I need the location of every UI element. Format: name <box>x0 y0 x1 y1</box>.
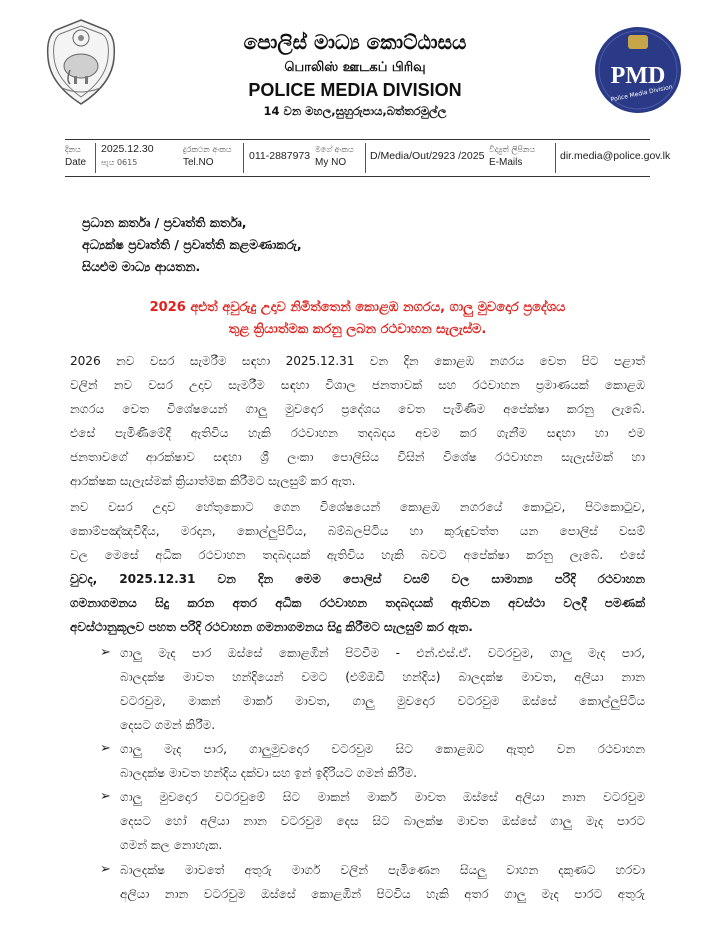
email-value[interactable]: dir.media@police.gov.lk <box>560 150 671 162</box>
division-title-english: POLICE MEDIA DIVISION <box>248 80 462 100</box>
bullet-line: අලියා නාන වටරවුම ඔස්සේ කොළඹින් පිටවිය හැකි අතර ගාලු මැද පාරට අතුරු <box>120 887 645 901</box>
paragraph-line: වුවද, 2025.12.31 වන දින මෙම පොලිස් වසම් වල සාමාන්‍ය පරිදි රථවාහන <box>70 572 645 586</box>
pmd-logo-text: PMD <box>610 63 666 89</box>
paragraph-line: ජනතාවගේ ආරක්ෂාව සඳහා ශ්‍රී ලංකා පොලිසිය විසින් විශේෂ රථවාහන සැලැස්මක් හා <box>70 450 645 464</box>
division-address: 14 වන මහල,සුහුරුපාය,බත්තරමුල්ල <box>263 104 447 118</box>
pmd-logo <box>590 25 686 115</box>
arrow-bullet-icon: ➢ <box>100 789 111 804</box>
arrow-bullet-icon: ➢ <box>100 862 111 877</box>
paragraph-line: වල මෙසේ අධික රථවාහන තදබදයක් ඇතිවිය හැකි බවට අපේක්ෂා කරනු ලැබේ. එසේ <box>70 548 645 562</box>
bullet-line: දෙසට හෝ අලියා නාන වටරවුම දෙස සිට බාලක්ෂ මාවත ඔස්සේ ගාලු මැද පාරට <box>120 814 645 828</box>
addressee-list <box>82 212 302 278</box>
division-title-tamil: பொலிஸ் ஊடகப் பிரிவு <box>284 60 426 75</box>
date-label: දිනය Date <box>65 145 87 168</box>
division-title-sinhala: පොලිස් මාධ්‍ය කොට්ඨාසය <box>243 30 467 54</box>
bullet-line: ගාලු මැද පාර ඔස්සේ කොළඹින් පිටවීම - එන්.එස්.ඒ. වටරවුම, ගාලු මැද පාර, <box>120 646 645 660</box>
divider <box>555 143 556 173</box>
arrow-bullet-icon: ➢ <box>100 741 111 756</box>
paragraph-line: අවස්ථානුකූලව පහත පරිදි රථවාහන ගමනාගමනය සිදු කිරීමට සැලසුම් කර ඇත. <box>70 620 473 634</box>
paragraph-line: එසේ පැමිණීමේදී ඇතිවිය හැකි රථවාහන තදබදය අවම කර ගැනීම සඳහා හා එම <box>70 426 645 440</box>
my-no-value: D/Media/Out/2923 /2025 <box>370 150 485 162</box>
addressee-line: ප්‍රධාන කර්තෘ / ප්‍රවෘත්ති කර්තෘ, <box>82 215 247 230</box>
paragraph-line: 2026 නව වසර සැමරීම සඳහා 2025.12.31 වන දින කොළඹ නගරය වෙත පිට පළාත් <box>70 354 645 368</box>
bullet-line: බාලදක්ෂ මාවතේ අතුරු මාර්ග වලින් පැමිණෙන සියලු වාහන දකුණට හරවා <box>120 863 645 877</box>
bullet-line: ගමන් කල නොහැක. <box>120 838 223 852</box>
info-band <box>65 139 671 177</box>
arrow-bullet-icon: ➢ <box>100 645 111 660</box>
bullet-line: වටරවුම, මාකන් මාකර් මාවත, ගාලු මුවදොර වටරවුම ඔස්සේ කොල්ලුපිටිය <box>120 694 645 708</box>
bullet-line: බාලදක්ෂ මාවත හන්දිය දක්වා සහ ඉන් ඉදිරියට ගමන් කිරීම. <box>120 766 417 780</box>
paragraph-line: ආරක්ෂක සැලැස්මක් ක්‍රියාත්මක කිරීමට සැලසුම් කර ඇත. <box>70 474 356 488</box>
bullet-line: ගාලු මුවදොර වටරවුමේ සිට මාකන් මාකර් මාවත ඔස්සේ අලියා නාන වටරවුම <box>120 790 645 804</box>
tel-value: 011-2887973 <box>249 150 311 162</box>
paragraph-line: වලින් නව වසර උදාව සැමරීම සඳහා විශාල ජනතාවක් සහ රථවාහන ප්‍රමාණයක් කොළඹ <box>70 378 645 392</box>
release-title-line: තුළ ක්‍රියාත්මක කරනු ලබන රථවාහන සැලැස්ම. <box>228 322 487 337</box>
email-label: විද්‍යුත් ලිපිනය E-Mails <box>489 145 536 168</box>
police-emblem-logo <box>44 18 118 106</box>
bullet-line: දෙසට ගමන් කිරීම. <box>120 718 216 732</box>
bullet-line: බාලදක්ෂ මාවත හන්දියෙන් වමට (එම්ඔඩී හන්දිය) බාලදක්ෂ මාවත, අලියා නාන <box>120 670 646 684</box>
pmd-logo-subtext: Police Media Division <box>610 83 674 104</box>
date-value: 2025.12.30 පැය 0615 <box>101 143 154 167</box>
paragraph-line: නගරය වෙත විශේෂයෙන් ගාලු මුවදොර ප්‍රදේශය වෙත පැමිණීම අපේක්ෂා කරනු ලැබේ. <box>70 402 645 416</box>
addressee-line: අධ්‍යක්ෂ ප්‍රවෘත්ති / ප්‍රවෘත්ති කළමණාකරු, <box>82 237 302 252</box>
addressee-line: සියළුම මාධ්‍ය ආයතන. <box>82 259 201 274</box>
my-no-label: මගේ අංකය My NO <box>315 145 354 168</box>
release-title-line: 2026 අළුත් අවුරුදු උදාව නිමිත්තෙන් කොළඹ නගරය, ගාලු මුවදොර ප්‍රදේශය <box>149 300 566 315</box>
tel-label: දුරකථන අංකය Tel.NO <box>183 145 232 168</box>
paragraph-line: ගමනාගමනය සිදු කරන අතර අධික රථවාහන තදබදයක් ඇතිවන අවස්ථා වලදී පමණක් <box>70 596 645 610</box>
divider <box>365 143 366 173</box>
paragraph-line: කොම්පඤ්ඤවීදිය, මරදාන, කොල්ලුපිටිය, බම්බලපිටිය හා කුරුඳුවත්ත යන පොලිස් වසම් <box>70 524 645 538</box>
bullet-line: ගාලු මැද පාර, ගාලුමුවදොර වටරවුම සිට කොළඹට ඇතුළු වන රථවාහන <box>120 742 645 756</box>
divider <box>95 143 96 173</box>
paragraph-line: නව වසර උදාව හේතුකොට ගෙන විශේෂයෙන් කොළඹ නගරයේ කොටුව, පිටකොටුව, <box>70 500 645 514</box>
divider <box>243 143 244 173</box>
